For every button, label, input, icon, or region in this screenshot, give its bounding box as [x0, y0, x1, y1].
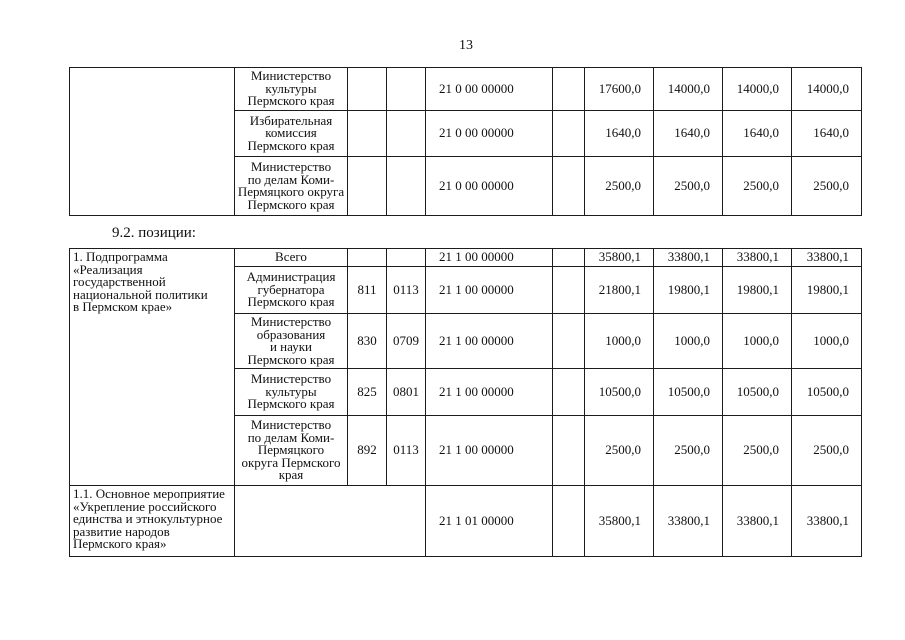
expense-type-cell — [553, 249, 585, 267]
amount-cell-3: 33800,1 — [723, 249, 792, 267]
amount-cell-2: 2500,0 — [654, 157, 723, 216]
section-code-cell: 0709 — [387, 314, 426, 369]
target-article-code-cell: 21 0 00 00000 — [426, 68, 553, 111]
section-heading: 9.2. позиции: — [112, 225, 196, 241]
amount-cell-2: 2500,0 — [654, 416, 723, 486]
amount-cell-1: 2500,0 — [585, 157, 654, 216]
agency-name-cell: Министерство по делам Коми- Пермяцкого округа Пермского края — [235, 157, 348, 216]
target-article-code-cell: 21 1 00 00000 — [426, 267, 553, 314]
page-number: 13 — [459, 38, 473, 53]
amount-cell-3: 14000,0 — [723, 68, 792, 111]
amount-cell-2: 1640,0 — [654, 111, 723, 157]
expense-type-cell — [553, 314, 585, 369]
grbs-code-cell — [348, 157, 387, 216]
amount-cell-4: 19800,1 — [792, 267, 862, 314]
grbs-code-cell: 830 — [348, 314, 387, 369]
amount-cell-1: 35800,1 — [585, 249, 654, 267]
expense-type-cell — [553, 111, 585, 157]
target-article-code-cell: 21 1 00 00000 — [426, 416, 553, 486]
grbs-code-cell: 892 — [348, 416, 387, 486]
expense-type-cell — [553, 68, 585, 111]
amount-cell-3: 1640,0 — [723, 111, 792, 157]
expense-type-cell — [553, 267, 585, 314]
target-article-code-cell: 21 1 00 00000 — [426, 249, 553, 267]
agency-name-cell: Министерство культуры Пермского края — [235, 68, 348, 111]
amount-cell-4: 33800,1 — [792, 249, 862, 267]
section-code-cell: 0113 — [387, 416, 426, 486]
amount-cell-3: 1000,0 — [723, 314, 792, 369]
subprogram-name-cell: 1. Подпрограмма «Реализация государственной национальной политики в Пермском крае» — [70, 249, 235, 486]
table-row — [70, 486, 862, 557]
amount-cell-3: 2500,0 — [723, 416, 792, 486]
section-code-cell: 0801 — [387, 369, 426, 416]
amount-cell-4: 14000,0 — [792, 68, 862, 111]
amount-cell-4: 1640,0 — [792, 111, 862, 157]
amount-cell-2: 1000,0 — [654, 314, 723, 369]
amount-cell-2: 33800,1 — [654, 486, 723, 557]
amount-cell-3: 19800,1 — [723, 267, 792, 314]
amount-cell-4: 2500,0 — [792, 157, 862, 216]
expense-type-cell — [553, 416, 585, 486]
amount-cell-1: 17600,0 — [585, 68, 654, 111]
target-article-code-cell: 21 1 01 00000 — [426, 486, 553, 557]
section-code-cell — [387, 249, 426, 267]
amount-cell-1: 21800,1 — [585, 267, 654, 314]
amount-cell-3: 10500,0 — [723, 369, 792, 416]
amount-cell-4: 1000,0 — [792, 314, 862, 369]
grbs-code-cell: 825 — [348, 369, 387, 416]
agency-name-cell: Избирательная комиссия Пермского края — [235, 111, 348, 157]
amount-cell-1: 1000,0 — [585, 314, 654, 369]
amount-cell-1: 2500,0 — [585, 416, 654, 486]
section-code-cell — [387, 68, 426, 111]
agency-name-cell: Министерство по делам Коми- Пермяцкого округа Пермского края — [235, 416, 348, 486]
agency-name-cell: Всего — [235, 249, 348, 267]
amount-cell-2: 33800,1 — [654, 249, 723, 267]
amount-cell-2: 14000,0 — [654, 68, 723, 111]
empty-agency-cell — [235, 486, 426, 557]
amount-cell-3: 33800,1 — [723, 486, 792, 557]
expense-type-cell — [553, 486, 585, 557]
target-article-code-cell: 21 0 00 00000 — [426, 111, 553, 157]
section-code-cell — [387, 157, 426, 216]
table-row — [70, 68, 862, 111]
main-activity-name-cell: 1.1. Основное мероприятие «Укрепление российского единства и этнокультурное развитие народов Пермского края» — [70, 486, 235, 557]
grbs-code-cell — [348, 249, 387, 267]
amount-cell-2: 19800,1 — [654, 267, 723, 314]
agency-name-cell: Администрация губернатора Пермского края — [235, 267, 348, 314]
amount-cell-4: 10500,0 — [792, 369, 862, 416]
agency-name-cell: Министерство образования и науки Пермского края — [235, 314, 348, 369]
amount-cell-1: 35800,1 — [585, 486, 654, 557]
grbs-code-cell: 811 — [348, 267, 387, 314]
table-row — [70, 249, 862, 267]
target-article-code-cell: 21 0 00 00000 — [426, 157, 553, 216]
section-code-cell — [387, 111, 426, 157]
amount-cell-4: 33800,1 — [792, 486, 862, 557]
amount-cell-4: 2500,0 — [792, 416, 862, 486]
amount-cell-1: 1640,0 — [585, 111, 654, 157]
budget-table-continued — [69, 67, 862, 216]
expense-type-cell — [553, 157, 585, 216]
grbs-code-cell — [348, 111, 387, 157]
amount-cell-1: 10500,0 — [585, 369, 654, 416]
amount-cell-3: 2500,0 — [723, 157, 792, 216]
program-name-cell — [70, 68, 235, 216]
amount-cell-2: 10500,0 — [654, 369, 723, 416]
subprogram-budget-table — [69, 248, 862, 557]
target-article-code-cell: 21 1 00 00000 — [426, 369, 553, 416]
grbs-code-cell — [348, 68, 387, 111]
target-article-code-cell: 21 1 00 00000 — [426, 314, 553, 369]
expense-type-cell — [553, 369, 585, 416]
section-code-cell: 0113 — [387, 267, 426, 314]
agency-name-cell: Министерство культуры Пермского края — [235, 369, 348, 416]
